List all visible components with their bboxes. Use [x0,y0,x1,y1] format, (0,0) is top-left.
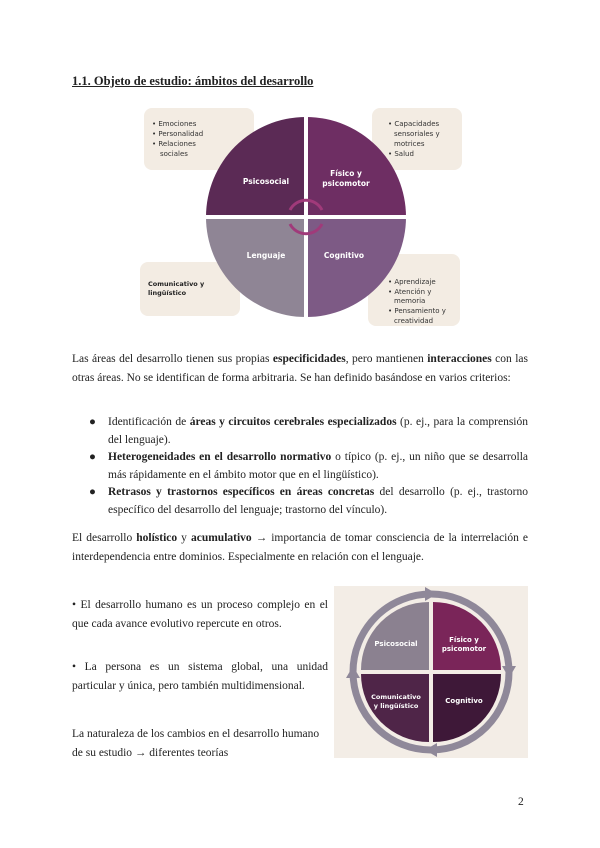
tr-line-4: • Salud [388,150,414,158]
holistic-development-figure [334,586,528,758]
list-item: ● Identificación de áreas y circuitos cerebrales especializados (p. ej., para la comprensión del lenguaje). [89,416,529,446]
tl-line-1: • Emociones [152,120,197,128]
q2-label-psicosocial: Psicosocial [374,640,418,648]
tr-line-2: sensoriales y [394,130,440,138]
side-paragraph-1: • El desarrollo humano es un proceso complejo en el que cada avance evolutivo repercute en otros. [72,599,328,630]
bullet-dot: ● [89,451,96,463]
bl-line-2: lingüístico [148,289,187,297]
q2-label-com-2: y lingüístico [373,702,419,710]
tr-line-3: motrices [394,140,425,148]
br-line-3: memoria [394,297,426,305]
label-fisico-1: Físico y [330,169,362,178]
bl-line-1: Comunicativo y [148,280,205,288]
side-paragraph-3: La naturaleza de los cambios en el desarrollo humano de su estudio → diferentes teorías [72,728,320,759]
label-fisico-2: psicomotor [322,179,370,188]
tl-line-4: sociales [160,150,188,158]
q2-label-fisico-1: Físico y [449,636,479,644]
q2-label-com-1: Comunicativo [371,693,421,701]
label-lenguaje: Lenguaje [246,251,286,260]
bullet-dot: ● [89,486,96,498]
list-item: ● Retrasos y trastornos específicos en áreas concretas del desarrollo (p. ej., trastorno específico del desarrollo del lenguaje; trastorno del vínculo). [89,486,528,516]
side-paragraph-2: • La persona es un sistema global, una unidad particular y única, pero también multidimensional. [72,661,328,692]
q2-label-cognitivo: Cognitivo [445,697,483,705]
development-domains-figure [136,104,464,330]
paragraph-areas: Las áreas del desarrollo tienen sus propias especificidades, pero mantienen interacciones con las otras áreas. No se identifican de forma arbitraria. Se han definido basándose en varios criterios: [72,353,528,384]
q2-label-fisico-2: psicomotor [441,645,487,653]
bullet-dot: ● [89,416,96,428]
list-item: ● Heterogeneidades en el desarrollo normativo o típico (p. ej., un niño que se desarrolla más rápidamente en el ámbito motor que en el lingüístico). [89,451,528,481]
paragraph-holistic: El desarrollo holístico y acumulativo → importancia de tomar consciencia de la interrelación e interdependencia entre dominios. Especialmente en relación con el lenguaje. [72,532,529,563]
criteria-list [72,414,528,519]
label-psicosocial: Psicosocial [242,177,290,186]
br-line-4: • Pensamiento y [388,307,446,315]
tr-line-1: • Capacidades [388,120,440,128]
br-line-1: • Aprendizaje [388,278,436,286]
page-number: 2 [518,796,524,808]
tl-line-3: • Relaciones [152,140,196,148]
label-cognitivo: Cognitivo [323,251,365,260]
section-heading: 1.1. Objeto de estudio: ámbitos del desarrollo [72,74,314,88]
br-line-5: creatividad [394,317,434,325]
tl-line-2: • Personalidad [152,130,204,138]
br-line-2: • Atención y [388,288,432,296]
